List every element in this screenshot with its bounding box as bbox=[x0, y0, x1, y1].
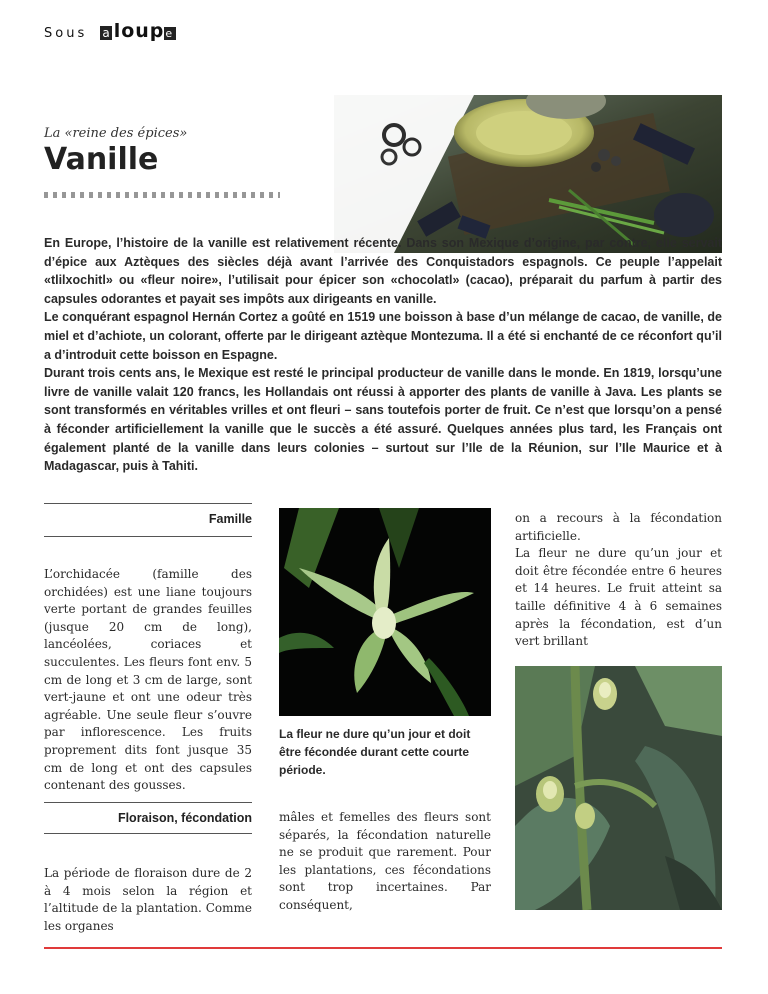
rule-famille-top bbox=[44, 503, 252, 504]
logo-letter-a: a bbox=[102, 26, 110, 40]
logo-letter-e: e bbox=[165, 27, 176, 40]
famille-text bbox=[44, 566, 252, 795]
section-kicker bbox=[44, 20, 176, 42]
right-column-text bbox=[515, 510, 722, 651]
vanilla-flower-photo bbox=[279, 508, 491, 716]
middle-paragraph: mâles et femelles des fleurs sont séparés, la fécondation naturelle ne se produit que rarement. Pour les plantations, ces fécondations sont trop incertaines. Par conséquent, bbox=[279, 810, 491, 912]
right-paragraph-2: La fleur ne dure qu’un jour et doit être fécondée entre 6 heures et 14 heures. Le fruit atteint sa taille définitive 4 à 6 semaines après la fécondation, est d’un vert brillant bbox=[515, 546, 722, 649]
intro-paragraph-2: Le conquérant espagnol Hernán Cortez a goûté en 1519 une boisson à base d’un mélange de cacao, de vanille, de miel et d’achiote, un colorant, offerte par le dirigeant aztèque Montezuma. Il a été si enchanté de ce réconfort qu’il a d’introduit cette boisson en Espagne. bbox=[44, 310, 722, 362]
flower-caption: La fleur ne dure qu’un jour et doit être fécondée durant cette courte période. bbox=[279, 727, 471, 778]
intro-paragraph-3: Durant trois cents ans, le Mexique est resté le principal producteur de vanille dans le monde. En 1819, lorsqu’une livre de vanille valait 120 francs, les Hollandais ont réussi à apporter des plants de vanille à Java. Les plants se sont transformés en véritables vrilles et ont fleuri – sans toutefois porter de fruit. Ce n’est que lorsqu’on a pensé à féconder artificiellement la vanille que le succès a été assuré. Quelques années plus tard, les Français ont également planté de la vanille dans leurs colonies – surtout sur l’Ile de la Réunion, sur l’Ile Maurice et à Madagascar, puis à Tahiti. bbox=[44, 366, 722, 474]
flower-photo-art bbox=[279, 508, 491, 716]
middle-column-text bbox=[279, 809, 491, 915]
article-title: Vanille bbox=[44, 142, 159, 177]
kicker-prefix: Sous bbox=[44, 26, 88, 41]
logo-loup: loup bbox=[113, 20, 165, 42]
rule-famille-bottom bbox=[44, 536, 252, 537]
decorative-dotted-rule bbox=[44, 192, 280, 198]
vanilla-plant-photo bbox=[515, 666, 722, 910]
heading-floraison: Floraison, fécondation bbox=[117, 811, 252, 825]
footer-red-rule bbox=[44, 947, 722, 949]
heading-famille: Famille bbox=[208, 512, 252, 526]
plant-photo-art bbox=[515, 666, 722, 910]
floraison-text bbox=[44, 865, 252, 935]
hero-photo-art bbox=[334, 95, 722, 253]
article-subtitle: La «reine des épices» bbox=[44, 126, 188, 141]
intro-paragraph-1: En Europe, l’histoire de la vanille est relativement récente. Dans son Mexique d’origine, par contre, elle servait d’épice aux Aztèques des siècles déjà avant l’arrivée des Conquistadors espagnols. Ce peuple l’appelait «tlilxochitl» ou «fleur noire», l’utilisait pour épicer son «chocolatl» (cacao), préparait du parfum à partir des capsules odorantes et payait ses impôts aux dirigeants en vanille. bbox=[44, 236, 722, 306]
floraison-paragraph: La période de floraison dure de 2 à 4 mois selon la région et l’altitude de la plantation. Comme les organes bbox=[44, 866, 252, 933]
rule-floraison-bottom bbox=[44, 833, 252, 834]
hero-spices-photo bbox=[334, 95, 722, 253]
famille-paragraph: L’orchidacée (famille des orchidées) est une liane toujours verte portant de grandes feuilles (jusque 20 cm de long), lancéolées, coriaces et succulentes. Les fleurs font env. 5 cm de long et 3 cm de large, sont vert-jaune et ont une odeur très agréable. Une seule fleur s’ouvre par inflorescence. Les fruits proprement dits font jusque 35 cm de long et ont des capsules contenant des gousses. bbox=[44, 567, 252, 793]
rule-floraison-top bbox=[44, 802, 252, 803]
intro-text bbox=[44, 234, 722, 476]
right-paragraph-1: on a recours à la fécondation artificielle. bbox=[515, 511, 722, 543]
